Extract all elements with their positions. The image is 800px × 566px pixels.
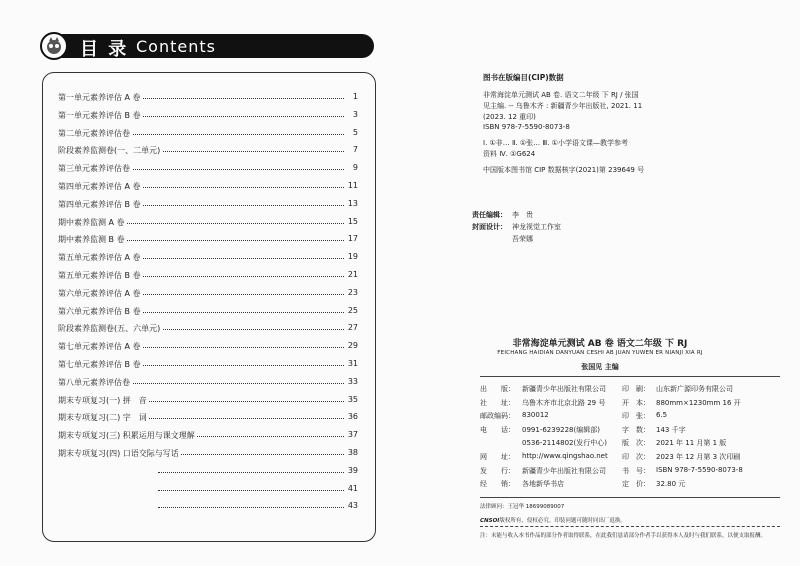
toc-item-page: 39: [344, 466, 358, 475]
toc-leader-dots: [158, 507, 344, 508]
toc-item-label: 第四单元素养评估 B 卷: [58, 199, 141, 209]
toc-item-page: 13: [344, 199, 358, 208]
toc-item-label: 第二单元素养评估卷: [58, 128, 130, 138]
toc-item: [58, 214, 358, 230]
legal-consultant: 法律顾问：王冠华 18699089007: [480, 504, 565, 510]
toc-item: [58, 481, 358, 497]
book-editor: 张国见 主编: [581, 363, 619, 371]
toc-item-label: 阶段素养监测卷(一、二单元): [58, 146, 161, 156]
toc-item: [58, 498, 358, 514]
toc-item: [58, 231, 358, 247]
cip-line: Ⅰ. ①非… Ⅱ. ①张… Ⅲ. ①小学语文课—教学参考: [483, 139, 628, 147]
toc-item-page: 21: [344, 270, 358, 279]
mascot-icon: [40, 32, 68, 60]
info-key: 社 址：: [480, 398, 515, 407]
design-name: 神龙视觉工作室: [512, 223, 561, 231]
toc-header: [40, 32, 374, 60]
toc-item-page: 38: [344, 448, 358, 457]
info-value: 2021 年 11 月第 1 版: [656, 439, 727, 448]
info-key: 电 话：: [480, 425, 515, 434]
info-value: 2023 年 12 月第 3 次印刷: [656, 453, 741, 461]
toc-item-label: 阶段素养监测卷(五、六单元): [58, 324, 161, 334]
toc-item-label: 第一单元素养评估 B 卷: [58, 110, 141, 120]
toc-item-page: 37: [344, 430, 358, 439]
design-label: 封面设计：: [472, 223, 507, 231]
toc-item-page: 17: [344, 234, 358, 243]
toc-item-label: 第四单元素养评估 A 卷: [58, 182, 141, 191]
toc-item-page: 29: [344, 341, 358, 350]
info-key: 印 张：: [622, 412, 650, 421]
toc-item-page: 25: [344, 306, 358, 315]
toc-item-label: 期末专项复习(一) 拼 音: [58, 395, 147, 405]
toc-item: [58, 392, 358, 408]
editor-name: 李 贵: [512, 211, 533, 219]
toc-item-page: 43: [344, 501, 358, 510]
info-key: 印 次：: [622, 453, 650, 461]
cip-line: 资料 Ⅳ. ①G624: [483, 150, 536, 158]
cip-line: ISBN 978-7-5590-8073-8: [483, 123, 570, 131]
book-title: 非常海淀单元测试 AB 卷 语文二年级 下 RJ: [512, 339, 688, 349]
toc-item: [58, 160, 358, 176]
toc-item: [58, 427, 358, 443]
info-key: 版 次：: [622, 439, 650, 448]
toc-item: [58, 338, 358, 354]
info-key: 邮政编码：: [480, 412, 515, 421]
toc-item-page: 35: [344, 395, 358, 404]
toc-item-label: 期中素养监测 A 卷: [58, 217, 125, 227]
toc-item-label: 期末专项复习(四) 口语交际与写话: [58, 449, 179, 458]
toc-item: [58, 107, 358, 123]
info-value: http://www.qingshao.net: [522, 452, 608, 460]
info-value: 143 千字: [656, 425, 686, 434]
editor-label: 责任编辑：: [472, 211, 507, 219]
toc-item-page: 1: [344, 92, 358, 101]
toc-item-label: 期末专项复习(二) 字 词: [58, 413, 147, 423]
toc-item: [58, 142, 358, 158]
info-key: 书 号：: [622, 466, 650, 475]
design-name-2: 吾荣娜: [512, 235, 533, 243]
toc-item-page: 23: [344, 288, 358, 297]
info-value: 乌鲁木齐市北京北路 29 号: [522, 398, 606, 407]
toc-item-label: 第三单元素养评估卷: [58, 164, 130, 174]
copyright-text: 版权所有，侵权必究。印装问题可随时同出厂退换。: [499, 518, 626, 524]
toc-title: 目 录: [80, 39, 129, 60]
info-key: 发 行：: [480, 466, 515, 475]
toc-item-page: 5: [344, 128, 358, 137]
toc-item-label: 第八单元素养评估卷: [58, 377, 130, 387]
info-key: 字 数：: [622, 425, 650, 434]
toc-item: [58, 303, 358, 319]
toc-item: [58, 178, 358, 194]
info-value: 各地新华书店: [522, 480, 564, 489]
info-key: 出 版：: [480, 385, 515, 393]
toc-item: [58, 267, 358, 283]
cip-check-number: 中国版本图书馆 CIP 数据核字(2021)第 239649 号: [483, 166, 645, 174]
toc-item: [58, 356, 358, 372]
toc-item-page: 3: [344, 110, 358, 119]
toc-item: [58, 374, 358, 390]
toc-item-page: 33: [344, 377, 358, 386]
author-notice: 注：未能与收入本书作品的部分作者取得联系，在此我们恳请部分作者手以获得本人及时与我们联系，以便支取报酬。: [480, 533, 767, 539]
divider: [480, 497, 780, 498]
copyright-logo: CNSOI: [480, 518, 500, 524]
toc-item-label: 第六单元素养评估 A 卷: [58, 288, 141, 298]
toc-item-label: 第七单元素养评估 B 卷: [58, 360, 141, 369]
toc-leader-dots: [158, 472, 344, 473]
toc-item: [58, 125, 358, 141]
info-value: 山东新广源印务有限公司: [656, 385, 733, 393]
toc-item-page: 19: [344, 252, 358, 261]
toc-item-page: 41: [344, 484, 358, 493]
toc-item-page: 11: [344, 181, 358, 190]
divider: [480, 376, 780, 377]
cip-heading: 图书在版编目(CIP)数据: [483, 73, 564, 82]
cip-line: 非常海淀单元测试 AB 卷. 语文二年级 下 RJ / 张国: [483, 91, 639, 99]
info-key: 印 刷：: [622, 385, 650, 393]
info-value: ISBN 978-7-5590-8073-8: [656, 465, 743, 474]
toc-item: [58, 445, 358, 461]
toc-item-label: 期末专项复习(三) 积累运用与课文理解: [58, 431, 195, 441]
toc-item-label: 第六单元素养评估 B 卷: [58, 306, 141, 316]
toc-item: [58, 89, 358, 105]
divider: [480, 526, 780, 527]
toc-item: [58, 320, 358, 336]
cip-line: (2023. 12 重印): [483, 113, 536, 121]
info-key: 经 销：: [480, 480, 515, 489]
info-value: 0536-2114802(发行中心): [522, 439, 607, 448]
toc-subtitle: Contents: [136, 37, 216, 56]
info-value: 32.80 元: [656, 480, 686, 489]
book-pinyin: FEICHANG HAIDIAN DANYUAN CESHI AB JUAN YUWEN ER NIANJI XIA RJ: [497, 350, 703, 356]
toc-item-label: 第一单元素养评估 A 卷: [58, 93, 141, 102]
toc-item: [58, 409, 358, 425]
toc-leader-dots: [158, 490, 344, 491]
toc-item-label: 第五单元素养评估 A 卷: [58, 253, 141, 263]
toc-item-label: 第五单元素养评估 B 卷: [58, 271, 141, 280]
info-key: 网 址：: [480, 453, 515, 461]
info-value: 新疆青少年出版社有限公司: [522, 466, 606, 475]
toc-item: [58, 463, 358, 479]
copyright-page: [400, 0, 800, 566]
toc-item: [58, 285, 358, 301]
toc-item-page: 7: [344, 145, 358, 154]
toc-item-page: 15: [344, 217, 358, 226]
toc-item-page: 27: [344, 323, 358, 332]
info-value: 880mm×1230mm 16 开: [656, 398, 741, 407]
info-value: 新疆青少年出版社有限公司: [522, 385, 606, 393]
toc-item-page: 36: [344, 412, 358, 421]
info-value: 0991-6239228(编辑部): [522, 425, 600, 434]
info-value: 6.5: [656, 411, 668, 420]
toc-item: [58, 249, 358, 265]
toc-item-page: 9: [344, 163, 358, 172]
toc-item-label: 第七单元素养评估 A 卷: [58, 342, 141, 352]
info-key: 定 价：: [622, 480, 650, 489]
toc-item: [58, 196, 358, 212]
copyright-line: [480, 516, 626, 524]
info-key: 开 本：: [622, 398, 650, 407]
toc-item-page: 31: [344, 359, 358, 368]
cip-line: 见主编. -- 乌鲁木齐 : 新疆青少年出版社, 2021. 11: [483, 102, 643, 110]
info-value: 830012: [522, 411, 549, 420]
toc-item-label: 期中素养监测 B 卷: [58, 235, 125, 245]
